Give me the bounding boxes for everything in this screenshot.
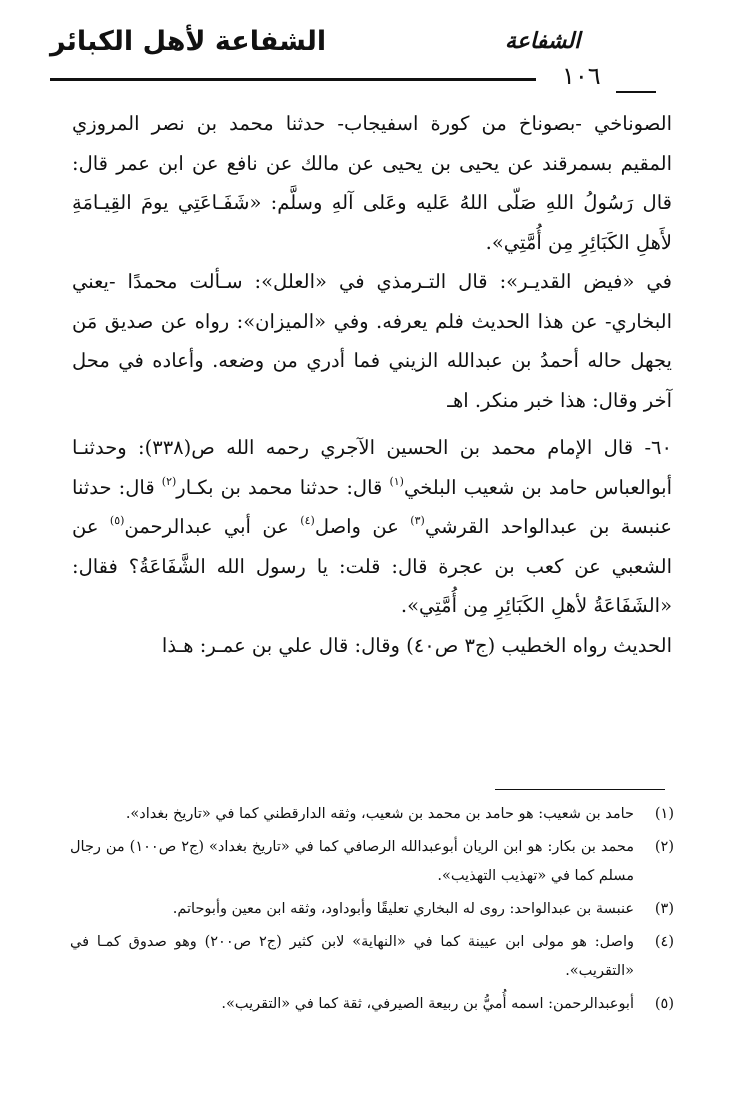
footnote-mark: (٢) [654, 839, 674, 855]
footnote-text: عنبسة بن عبدالواحد: روى له البخاري تعليقًا وأبوداود، وثقه ابن معين وأبوحاتم. [172, 901, 634, 917]
footnote-mark: (١) [654, 806, 674, 822]
page-number: ١٠٦ [562, 62, 601, 90]
hadith-text-b: قال: حدثنا محمد بن بكـار [176, 475, 383, 499]
footnote-ref-3[interactable]: (٣) [410, 514, 425, 527]
hadith-number: ٦٠- [644, 436, 672, 459]
footnote-ref-5[interactable]: (٥) [109, 514, 125, 527]
header-rule [50, 78, 536, 81]
footnote-3 [70, 895, 674, 924]
hadith-text-c: قال: حدثنا عنبسة بن عبدالواحد القرشي [72, 475, 673, 538]
paragraph-hadith-60 [72, 428, 672, 626]
footnote-text: حامد بن شعيب: هو حامد بن محمد بن شعيب، وثقه الدارقطني كما في «تاريخ بغداد». [125, 806, 634, 822]
footnote-1 [70, 800, 674, 829]
footnote-text: محمد بن بكار: هو ابن الريان أبوعبدالله الرصافي كما في «تاريخ بغداد» (ج٢ ص١٠٠) من رجال مسلم كما في «تهذيب التهذيب». [70, 839, 634, 884]
footnote-ref-2[interactable]: (٢) [161, 474, 177, 488]
footnote-2 [70, 833, 674, 891]
hadith-text-a: قال الإمام محمد بن الحسين الآجري رحمه الله ص(٣٣٨): وحدثنـا أبوالعباس حامد بن شعيب البلخي [72, 436, 672, 499]
hadith-text-d: عن واصل [314, 515, 399, 538]
footnote-text: واصل: هو مولى ابن عيينة كما في «النهاية» لابن كثير (ج٢ ص٢٠٠) وهو صدوق كمـا في «التقريب». [70, 934, 634, 979]
footnote-ref-4[interactable]: (٤) [300, 514, 315, 527]
hadith-text-f: عن الشعبي عن كعب بن عجرة قال: قلت: يا رسول الله الشَّفَاعَةُ؟ فقال: «الشَفَاعَةُ لأهلِ الكَبَائِرِ مِن أُمَّتِي». [72, 515, 672, 617]
footnote-ref-1[interactable]: (١) [389, 474, 404, 488]
footnote-4 [70, 928, 674, 986]
footnote-text: أبوعبدالرحمن: اسمه أُميُّ بن ربيعة الصيرفي، ثقة كما في «التقريب». [221, 996, 634, 1012]
running-title: الشفاعة لأهل الكبائر [50, 26, 327, 57]
paragraph-4: الحديث رواه الخطيب (ج٣ ص٤٠) وقال: قال علي بن عمـر: هـذا [161, 633, 672, 657]
footnote-mark: (٥) [654, 996, 674, 1012]
paragraph-2: في «فيض القديـر»: قال التـرمذي في «العلل»: سـألت محمدًا -يعني البخاري- عن هذا الحديث فلم يعرفه. وفي «الميزان»: رواه عن صديق مَن يجهل حاله أحمدُ بن عبدالله الزيني فما أدري من وضعه. وأعاده في محل آخر وقال: هذا خبر منكر. اهـ [72, 270, 672, 412]
footnote-5 [70, 990, 674, 1019]
hadith-text-e: عن أبي عبدالرحمن [124, 515, 289, 538]
page-header [50, 18, 660, 98]
paragraph-1: الصوناخي -بصوناخ من كورة اسفيجاب- حدثنا محمد بن نصر المروزي المقيم بسمرقند عن يحيى بن يحيى عن مالك عن نافع عن ابن عمر قال: قال رَسُولُ اللهِ صَلّى اللهُ عَليه وعَلى آلهِ وسلَّم: «شَفَـاعَتِي يومَ القِيـامَةِ لأَهلِ الكَبَائِرِ مِن أُمَّتِي». [72, 112, 672, 254]
footnote-separator [495, 789, 665, 790]
main-text [72, 104, 672, 665]
footnote-mark: (٣) [654, 901, 674, 917]
series-logo: الشفاعة [505, 28, 581, 54]
header-rule-short [616, 91, 656, 93]
footnotes [70, 800, 674, 1023]
footnote-mark: (٤) [654, 934, 674, 950]
